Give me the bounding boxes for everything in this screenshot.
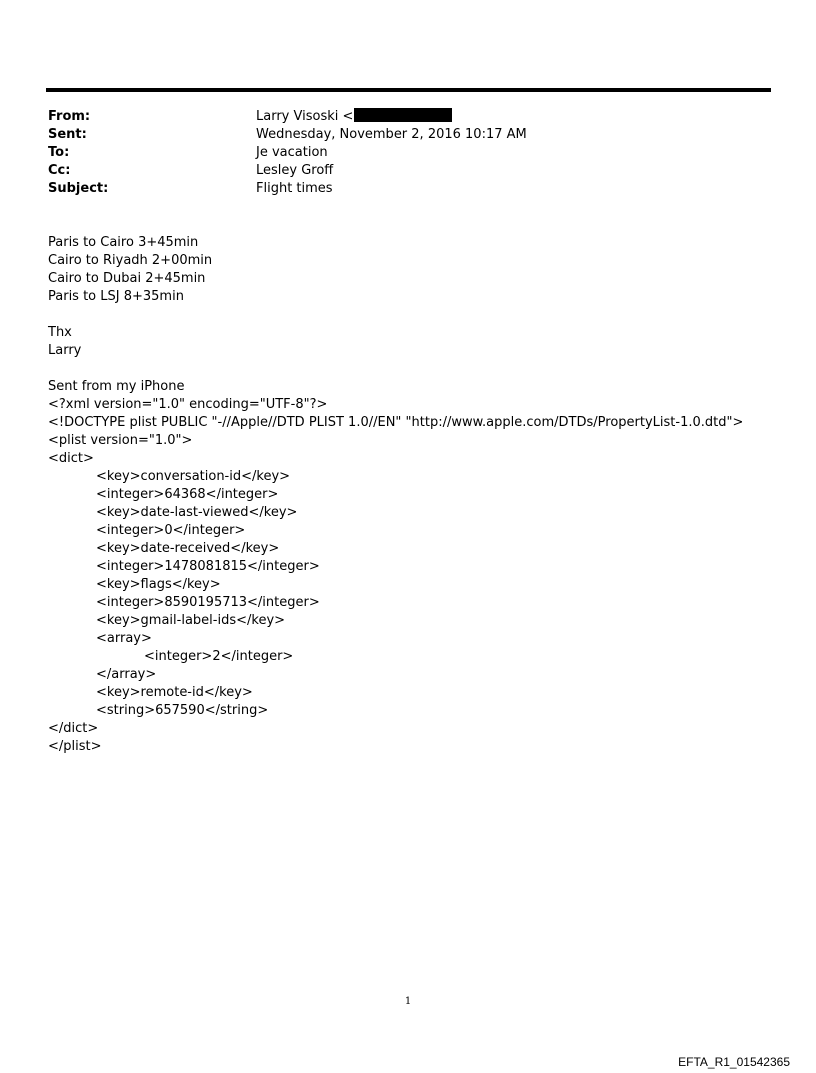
plist-line: <key>remote-id</key>	[96, 685, 253, 700]
header-sent	[48, 126, 748, 144]
plist-line: </array>	[96, 667, 157, 682]
cc-value: Lesley Groff	[256, 163, 334, 178]
plist-line: <?xml version="1.0" encoding="UTF-8"?>	[48, 397, 328, 412]
sent-value: Wednesday, November 2, 2016 10:17 AM	[256, 127, 527, 142]
cc-label: Cc:	[48, 163, 71, 178]
plist-line: <key>date-received</key>	[96, 541, 280, 556]
plist-line: <!DOCTYPE plist PUBLIC "-//Apple//DTD PLIST 1.0//EN" "http://www.apple.com/DTDs/PropertyList-1.0.dtd">	[48, 415, 744, 430]
plist-line: <key>gmail-label-ids</key>	[96, 613, 286, 628]
from-name: Larry Visoski <	[256, 109, 354, 124]
body-line: Cairo to Riyadh 2+00min	[48, 253, 213, 268]
plist-line: </plist>	[48, 739, 102, 754]
sent-label: Sent:	[48, 127, 87, 142]
signature-name: Larry	[48, 343, 82, 358]
to-label: To:	[48, 145, 70, 160]
plist-line: <key>flags</key>	[96, 577, 221, 592]
spacer	[48, 360, 788, 378]
plist-line: <plist version="1.0">	[48, 433, 193, 448]
plist-line: <integer>8590195713</integer>	[96, 595, 320, 610]
from-label: From:	[48, 109, 91, 124]
plist-line: <integer>64368</integer>	[96, 487, 279, 502]
spacer	[48, 306, 788, 324]
plist-line: <dict>	[48, 451, 94, 466]
sent-from-line: Sent from my iPhone	[48, 379, 185, 394]
plist-line: <key>conversation-id</key>	[96, 469, 291, 484]
body-line: Thx	[48, 325, 72, 340]
subject-value: Flight times	[256, 181, 333, 196]
header-rule	[46, 88, 771, 92]
email-body	[48, 234, 788, 756]
bates-number: EFTA_R1_01542365	[678, 1055, 790, 1069]
redaction-block	[354, 108, 452, 122]
header-subject	[48, 180, 748, 198]
body-line: Cairo to Dubai 2+45min	[48, 271, 206, 286]
plist-line: <integer>1478081815</integer>	[96, 559, 320, 574]
header-from	[48, 108, 748, 126]
email-header	[48, 108, 748, 198]
plist-line: <integer>2</integer>	[144, 649, 294, 664]
plist-line: </dict>	[48, 721, 99, 736]
body-line: Paris to LSJ 8+35min	[48, 289, 184, 304]
header-cc	[48, 162, 748, 180]
plist-line: <string>657590</string>	[96, 703, 269, 718]
body-line: Paris to Cairo 3+45min	[48, 235, 199, 250]
plist-line: <array>	[96, 631, 152, 646]
to-value: Je vacation	[256, 145, 328, 160]
subject-label: Subject:	[48, 181, 109, 196]
page-number: 1	[404, 996, 412, 1007]
from-value	[256, 108, 452, 126]
plist-line: <integer>0</integer>	[96, 523, 246, 538]
plist-line: <key>date-last-viewed</key>	[96, 505, 298, 520]
header-to	[48, 144, 748, 162]
